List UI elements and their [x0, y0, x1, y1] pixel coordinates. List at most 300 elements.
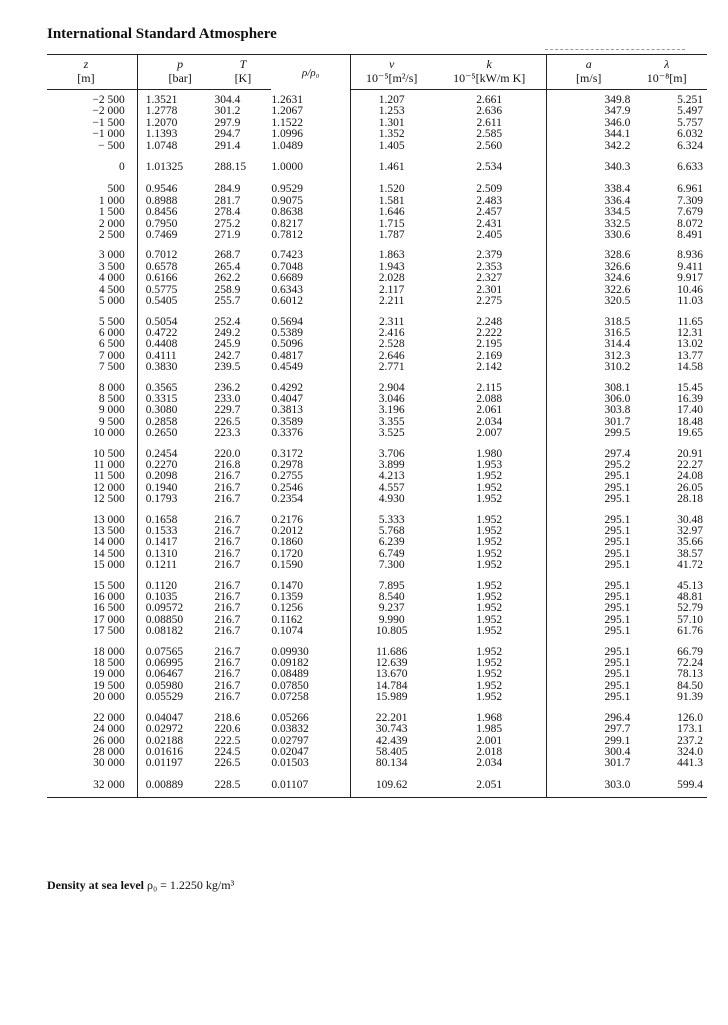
table-cell: 0.04047 [137, 708, 214, 724]
table-cell: 18 000 [93, 645, 125, 658]
table-cell: 0.1860 [271, 536, 303, 549]
table-cell: 271.9 [214, 229, 241, 242]
table-cell: 10 000 [93, 427, 125, 440]
table-cell: 2.034 [476, 415, 503, 428]
table-cell: 14.784 [351, 681, 433, 692]
table-cell: 5 500 [98, 315, 125, 328]
table-cell: 5.497 [677, 105, 703, 118]
table-cell: 10.805 [351, 626, 433, 641]
table-cell: 4.557 [351, 483, 433, 494]
table-cell: 295.1 [547, 603, 631, 614]
row-group [47, 576, 707, 642]
table-cell: 275.2 [214, 217, 241, 230]
table-cell: 216.7 [214, 559, 241, 572]
header-symbol-T: T [239, 57, 247, 71]
table-cell: 0.1162 [271, 613, 303, 626]
table-cell: 0.3813 [271, 404, 303, 417]
table-cell: 1.2631 [271, 93, 303, 106]
table-cell: 324.6 [547, 273, 631, 284]
table-cell: 2.088 [476, 392, 503, 405]
table-cell: 13.670 [351, 669, 433, 680]
table-cell: 11 500 [93, 470, 125, 483]
table-cell: 9.237 [351, 603, 433, 614]
table-cell: 66.79 [677, 645, 703, 658]
table-row [47, 339, 707, 350]
table-cell: 17 500 [93, 625, 125, 638]
table-cell: 2.771 [351, 362, 433, 377]
table-cell: 13 000 [93, 513, 125, 526]
footnote [47, 878, 234, 893]
table-cell: 324.0 [677, 745, 703, 758]
table-cell: 229.7 [214, 404, 241, 417]
table-cell: 3.706 [351, 444, 433, 460]
table-row [47, 273, 707, 284]
table-cell: 4.213 [351, 471, 433, 482]
table-cell: 0.1074 [271, 625, 303, 638]
table-cell: −1 000 [92, 128, 125, 141]
table-cell: 0.5775 [137, 285, 214, 296]
table-cell: 7.309 [677, 194, 703, 207]
table-cell: 0.7012 [137, 245, 214, 261]
table-cell: 300.4 [547, 747, 631, 758]
table-cell: 0.09182 [271, 657, 309, 670]
table-cell: 0.9075 [271, 194, 303, 207]
table-row [47, 708, 707, 724]
table-cell: 295.1 [547, 494, 631, 509]
table-cell: 0.1256 [271, 602, 303, 615]
table-cell: 0.1590 [271, 559, 303, 572]
atmosphere-table [47, 54, 707, 798]
table-cell: 0.08489 [271, 668, 309, 681]
table-cell: 13.77 [677, 349, 703, 362]
table-cell: 344.1 [547, 129, 631, 140]
table-cell: 0.5389 [271, 326, 303, 339]
table-cell: 2.117 [351, 285, 433, 296]
table-cell: 296.4 [547, 708, 631, 724]
table-row [47, 245, 707, 261]
table-cell: 22.27 [677, 458, 703, 471]
table-cell: 216.7 [214, 625, 241, 638]
table-cell: 216.7 [214, 525, 241, 537]
table-cell: 226.5 [214, 757, 241, 770]
row-group [47, 179, 707, 245]
table-cell: 18.48 [677, 415, 703, 428]
header-symbol-a: a [547, 55, 631, 71]
table-cell: 6.961 [677, 183, 703, 196]
table-cell: 0.7423 [271, 249, 303, 262]
table-cell: 252.4 [214, 315, 241, 328]
table-cell: 216.7 [214, 579, 241, 592]
table-cell: 1.952 [476, 645, 503, 658]
table-cell: 0.2098 [137, 471, 214, 482]
table-cell: 1.953 [476, 458, 503, 471]
table-cell: 1.0489 [271, 139, 303, 152]
table-cell: 0.01107 [271, 778, 309, 791]
table-cell: 16 000 [93, 591, 125, 604]
table-cell: 0.3376 [271, 427, 303, 440]
table-cell: 222.5 [214, 734, 241, 747]
table-cell: 0.1211 [137, 560, 214, 575]
table-cell: 1.787 [351, 230, 433, 245]
table-cell: 30.48 [677, 513, 703, 526]
table-cell: 1.952 [476, 657, 503, 670]
table-cell: 22 000 [93, 711, 125, 724]
table-cell: 16.39 [677, 392, 703, 405]
table-cell: 1.207 [351, 90, 433, 107]
table-cell: 0 [119, 161, 125, 174]
row-group [47, 245, 707, 311]
header-unit-lambda: 10⁻⁸[m] [630, 71, 707, 90]
table-cell: 2.483 [476, 194, 503, 207]
table-cell: 242.7 [214, 349, 241, 362]
table-cell: 5 000 [98, 295, 125, 308]
header-unit-z: [m] [47, 71, 137, 90]
table-cell: 295.1 [547, 537, 631, 548]
table-cell: 295.2 [547, 460, 631, 471]
table-cell: 41.72 [677, 559, 703, 572]
table-cell: 72.24 [677, 657, 703, 670]
table-cell: 295.1 [547, 471, 631, 482]
table-cell: 6.324 [677, 139, 703, 152]
table-cell: 216.7 [214, 679, 241, 692]
table-cell: 216.7 [214, 691, 241, 704]
table-cell: 0.1359 [271, 591, 303, 604]
table-cell: 11.65 [677, 315, 703, 328]
header-unit-nu: 10⁻⁵[m²/s] [351, 71, 433, 90]
table-cell: 1.01325 [137, 156, 214, 179]
table-cell: 2.034 [476, 757, 503, 770]
table-cell: 9.917 [677, 272, 703, 285]
table-cell: 255.7 [214, 295, 241, 308]
table-cell: 30.743 [351, 724, 433, 735]
table-cell: 2.061 [476, 404, 503, 417]
table-cell: 42.439 [351, 736, 433, 747]
table-cell: 9 500 [98, 415, 125, 428]
table-cell: 1.952 [476, 613, 503, 626]
table-cell: 14 000 [93, 536, 125, 549]
table-cell: 15.989 [351, 692, 433, 707]
table-cell: 15 000 [93, 559, 125, 572]
table-cell: 299.1 [547, 736, 631, 747]
table-cell: 308.1 [547, 378, 631, 394]
table-cell: 3.196 [351, 405, 433, 416]
table-row [47, 230, 707, 245]
table-cell: 2.195 [476, 338, 503, 351]
table-cell: 0.3315 [137, 394, 214, 405]
table-cell: 91.39 [677, 691, 703, 704]
row-group [47, 774, 707, 797]
table-cell: 295.1 [547, 483, 631, 494]
table-cell: 2.534 [476, 161, 503, 174]
table-cell: 262.2 [214, 272, 241, 285]
table-cell: 295.1 [547, 560, 631, 575]
table-cell: 17.40 [677, 404, 703, 417]
table-cell: 0.09572 [137, 603, 214, 614]
table-cell: 5.333 [351, 510, 433, 526]
table-cell: 0.9546 [137, 179, 214, 195]
table-cell: 0.4292 [271, 381, 303, 394]
table-cell: 2.051 [476, 778, 503, 791]
footnote-value: ρ₀ = 1.2250 kg/m³ [146, 878, 235, 892]
table-cell: 1.952 [476, 513, 503, 526]
table-cell: 2.028 [351, 273, 433, 284]
table-cell: 0.07258 [271, 691, 309, 704]
table-cell: 1.2067 [271, 105, 303, 118]
table-cell: 1.943 [351, 262, 433, 273]
table-cell: 57.10 [677, 613, 703, 626]
table-cell: 7.895 [351, 576, 433, 592]
table-cell: 1.952 [476, 679, 503, 692]
row-group [47, 444, 707, 510]
table-cell: 0.2546 [271, 481, 303, 494]
table-row [47, 724, 707, 735]
table-cell: 18 500 [93, 657, 125, 670]
table-cell: 0.2650 [137, 428, 214, 443]
table-cell: 0.09930 [271, 645, 309, 658]
table-cell: 1.985 [476, 723, 503, 736]
table-cell: 9.990 [351, 615, 433, 626]
table-cell: 2.661 [476, 94, 503, 106]
table-cell: 22.201 [351, 708, 433, 724]
table-cell: 19 000 [93, 668, 125, 681]
table-cell: 0.1120 [137, 576, 214, 592]
table-cell: 216.7 [214, 591, 241, 604]
table-cell: 0.01616 [137, 747, 214, 758]
table-cell: −1 500 [92, 116, 125, 129]
table-cell: 239.5 [214, 361, 241, 374]
table-row [47, 428, 707, 443]
table-cell: 0.5694 [271, 315, 303, 328]
table-cell: 6 500 [98, 338, 125, 351]
table-cell: 336.4 [547, 196, 631, 207]
table-cell: 1.952 [476, 559, 503, 572]
table-row [47, 141, 707, 156]
table-row [47, 90, 707, 107]
table-cell: 2.509 [476, 183, 503, 196]
table-cell: 1.715 [351, 219, 433, 230]
header-symbol-p: p [137, 55, 214, 71]
table-cell: 12 500 [93, 493, 125, 506]
table-cell: 291.4 [214, 139, 241, 152]
table-row [47, 444, 707, 460]
table-cell: 0.1658 [137, 510, 214, 526]
table-cell: 9 000 [98, 404, 125, 417]
table-cell: 0.7469 [137, 230, 214, 245]
table-cell: 224.5 [214, 745, 241, 758]
table-cell: 0.2270 [137, 460, 214, 471]
table-cell: 218.6 [214, 711, 241, 724]
table-cell: 2.646 [351, 351, 433, 362]
table-cell: 2.405 [476, 229, 503, 242]
table-cell: 28 000 [93, 745, 125, 758]
table-cell: −2 000 [92, 105, 125, 118]
table-cell: 236.2 [214, 381, 241, 394]
table-cell: 12 000 [93, 481, 125, 494]
table-cell: 6.032 [677, 128, 703, 141]
table-cell: 303.0 [547, 774, 631, 797]
table-cell: 322.6 [547, 285, 631, 296]
table-cell: 7.679 [677, 206, 703, 219]
table-row [47, 576, 707, 592]
header-symbol-nu: ν [351, 55, 433, 71]
table-cell: 340.3 [547, 156, 631, 179]
table-cell: 295.1 [547, 592, 631, 603]
table-cell: 3.046 [351, 394, 433, 405]
table-cell: 0.6343 [271, 283, 303, 296]
table-cell: 330.6 [547, 230, 631, 245]
table-cell: 295.1 [547, 681, 631, 692]
row-group [47, 156, 707, 179]
table-cell: 1 000 [98, 194, 125, 207]
table-cell: 301.7 [547, 417, 631, 428]
table-cell: 24 000 [93, 723, 125, 736]
table-cell: 216.7 [214, 536, 241, 549]
table-cell: 24.08 [677, 470, 703, 483]
table-cell: 295.1 [547, 669, 631, 680]
table-cell: 226.5 [214, 415, 241, 428]
table-cell: 0.1793 [137, 494, 214, 509]
table-cell: 297.9 [214, 116, 241, 129]
header-symbol-lambda: λ [664, 57, 670, 71]
table-cell: 301.2 [214, 105, 241, 118]
table-cell: 347.9 [547, 106, 631, 117]
table-cell: 0.03832 [271, 723, 309, 736]
header-symbol-row [47, 55, 707, 71]
table-cell: 220.6 [214, 723, 241, 736]
table-cell: 1.952 [476, 481, 503, 494]
table-row [47, 207, 707, 218]
table-cell: 216.7 [214, 668, 241, 681]
table-cell: 0.1417 [137, 537, 214, 548]
table-row [47, 560, 707, 575]
table-cell: 1.1522 [271, 116, 303, 129]
table-cell: 3.899 [351, 460, 433, 471]
table-cell: 1.352 [351, 129, 433, 140]
table-cell: 216.8 [214, 458, 241, 471]
table-cell: 58.405 [351, 747, 433, 758]
table-cell: 28.18 [677, 493, 703, 506]
table-cell: 0.6578 [137, 262, 214, 273]
table-cell: 30 000 [93, 757, 125, 770]
table-cell: 0.4111 [137, 351, 214, 362]
divider [545, 49, 685, 50]
table-cell: 0.02188 [137, 736, 214, 747]
table-cell: 1.952 [476, 579, 503, 592]
table-cell: 7.300 [351, 560, 433, 575]
table-cell: 3.525 [351, 428, 433, 443]
table-cell: 0.4722 [137, 328, 214, 339]
table-cell: 32 000 [93, 778, 125, 791]
table-cell: 278.4 [214, 206, 241, 219]
table-cell: 11 000 [93, 458, 125, 471]
table-cell: 32.97 [677, 525, 703, 537]
table-cell: 173.1 [677, 723, 703, 736]
table-cell: 1.301 [351, 118, 433, 129]
table-cell: 1.520 [351, 179, 433, 195]
table-row [47, 296, 707, 311]
table-cell: 2.611 [476, 116, 502, 129]
table-cell: 2.222 [476, 326, 503, 339]
table-cell: 1.405 [351, 141, 433, 156]
table-cell: 295.1 [547, 692, 631, 707]
table-cell: 0.05529 [137, 692, 214, 707]
table-cell: 7 500 [98, 361, 125, 374]
table-cell: 281.7 [214, 194, 241, 207]
table-cell: 48.81 [677, 591, 703, 604]
header-unit-row [47, 71, 707, 90]
table-row [47, 692, 707, 707]
table-cell: 295.1 [547, 615, 631, 626]
table-cell: 5.768 [351, 526, 433, 537]
table-cell: 0.1310 [137, 549, 214, 560]
table-cell: 78.13 [677, 668, 703, 681]
header-unit-T: [K] [214, 71, 271, 90]
table-cell: 0.1720 [271, 547, 303, 560]
table-cell: 38.57 [677, 547, 703, 560]
header-unit-a: [m/s] [547, 71, 631, 90]
table-row [47, 129, 707, 140]
table-cell: 265.4 [214, 260, 241, 273]
table-row [47, 179, 707, 195]
table-cell: 2.379 [476, 249, 503, 262]
table-cell: 19 500 [93, 679, 125, 692]
table-cell: 326.6 [547, 262, 631, 273]
table-cell: 0.06467 [137, 669, 214, 680]
table-cell: 334.5 [547, 207, 631, 218]
row-group [47, 90, 707, 157]
table-cell: 14.58 [677, 361, 703, 374]
table-row [47, 494, 707, 509]
table-cell: 26.05 [677, 481, 703, 494]
table-cell: 1.253 [351, 106, 433, 117]
table-cell: 19.65 [677, 427, 703, 440]
table-cell: 237.2 [677, 734, 703, 747]
table-cell: 2.142 [476, 361, 503, 374]
table-cell: 2.585 [476, 128, 503, 141]
header-symbol-k: k [486, 57, 492, 71]
table-cell: 268.7 [214, 249, 241, 262]
table-cell: 14 500 [93, 547, 125, 560]
table-row [47, 362, 707, 377]
row-group [47, 312, 707, 378]
table-cell: 318.5 [547, 312, 631, 328]
table-cell: − 500 [98, 139, 125, 152]
table-cell: 6.239 [351, 537, 433, 548]
table-cell: 9.411 [677, 260, 703, 273]
table-cell: 2.457 [476, 206, 503, 219]
table-cell: 303.8 [547, 405, 631, 416]
table-cell: 20.91 [677, 447, 703, 460]
table-cell: 35.66 [677, 536, 703, 549]
table-cell: 0.4549 [271, 361, 303, 374]
table-cell: 7 000 [98, 349, 125, 362]
table-header [47, 55, 707, 90]
table-cell: 0.6012 [271, 295, 303, 308]
table-cell: 0.4817 [271, 349, 303, 362]
footnote-label: Density at sea level [47, 878, 144, 892]
table-cell: 1.2070 [137, 118, 214, 129]
table-cell: 2.018 [476, 745, 503, 758]
table-cell: 1.952 [476, 493, 503, 506]
table-cell: 6.749 [351, 549, 433, 560]
table-cell: 1.0748 [137, 141, 214, 156]
table-cell: 2.301 [476, 283, 503, 296]
table-cell: 220.0 [214, 447, 241, 460]
table-cell: 216.7 [214, 613, 241, 626]
table-cell: 2.416 [351, 328, 433, 339]
table-cell: 1.952 [476, 602, 503, 615]
table-cell: 0.2354 [271, 493, 303, 506]
